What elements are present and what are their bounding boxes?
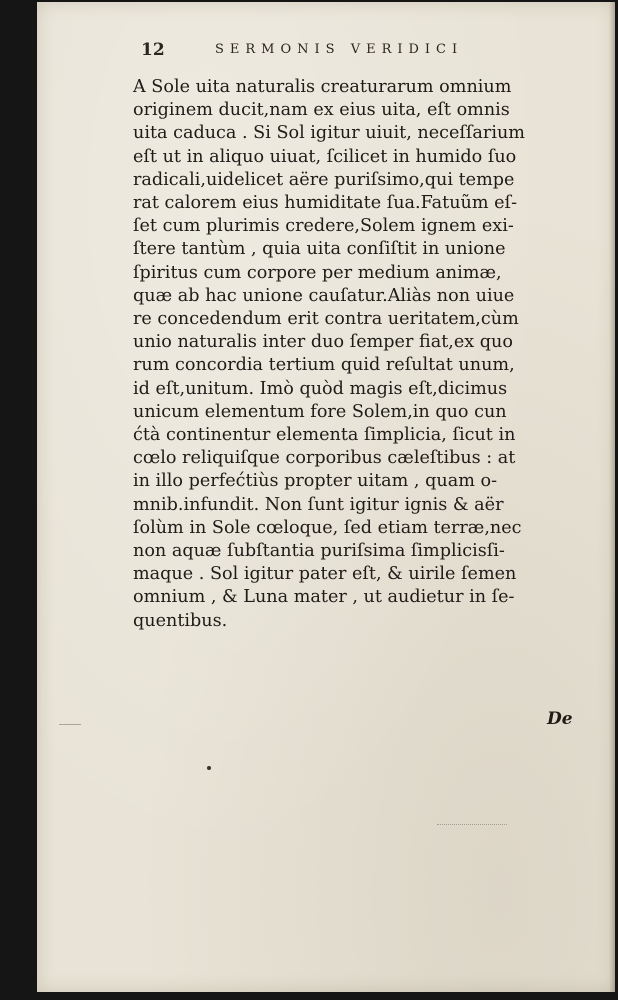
text-line: rat calorem eius humiditate ſua.Fatuũm eſ- bbox=[133, 193, 518, 214]
text-line: id eſt,unitum. Imò quòd magis eſt,dicimus bbox=[133, 378, 508, 399]
text-line: ćtà continentur elementa ſimplicia, ſicut in bbox=[133, 425, 516, 446]
paper-page bbox=[37, 2, 615, 992]
page-number: 12 bbox=[141, 40, 165, 60]
text-line: ſolùm in Sole cœloque, ſed etiam terræ,nec bbox=[133, 517, 522, 538]
text-line: ſpiritus cum corpore per medium animæ, bbox=[133, 262, 502, 283]
text-line: in illo perfećtiùs propter uitam , quam o- bbox=[133, 471, 498, 492]
ink-speck bbox=[207, 766, 211, 770]
text-line: rum concordia tertium quid reſultat unum, bbox=[133, 355, 515, 376]
text-line: re concedendum erit contra ueritatem,cùm bbox=[133, 309, 519, 330]
text-line: uita caduca . Si Sol igitur uiuit, neceſſarium bbox=[133, 123, 525, 144]
text-line: eſt ut in aliquo uiuat, ſcilicet in humido ſuo bbox=[133, 146, 517, 167]
text-line: originem ducit,nam ex eius uita, eſt omnis bbox=[133, 100, 510, 121]
page-header bbox=[37, 40, 615, 64]
text-line: quæ ab hac unione cauſatur.Aliàs non uiue bbox=[133, 285, 515, 306]
text-line: non aquæ ſubſtantia puriſsima ſimplicisſi- bbox=[133, 541, 505, 562]
page-edge-shadow bbox=[609, 2, 615, 992]
body-text bbox=[133, 76, 609, 633]
text-line: maque . Sol igitur pater eſt, & uirile ſemen bbox=[133, 564, 517, 585]
catchword: De bbox=[547, 709, 573, 729]
paper-blemish bbox=[437, 824, 507, 826]
text-line: unio naturalis inter duo ſemper fiat,ex quo bbox=[133, 332, 513, 353]
margin-mark bbox=[59, 724, 81, 725]
running-head: SERMONIS VERIDICI bbox=[215, 42, 464, 57]
text-line: ſet cum plurimis credere,Solem ignem exi- bbox=[133, 216, 514, 237]
text-line: quentibus. bbox=[133, 610, 228, 631]
text-line: mnib.infundit. Non ſunt igitur ignis & aër bbox=[133, 494, 504, 515]
text-line: unicum elementum fore Solem,in quo cun bbox=[133, 401, 507, 422]
text-line: radicali,uidelicet aëre puriſsimo,qui tempe bbox=[133, 169, 515, 190]
text-line: A Sole uita naturalis creaturarum omnium bbox=[133, 77, 512, 97]
text-line: cœlo reliquiſque corporibus cæleſtibus : at bbox=[133, 448, 516, 469]
text-line: ſtere tantùm , quia uita conſiſtit in unione bbox=[133, 239, 506, 260]
text-line: omnium , & Luna mater , ut audietur in ſe- bbox=[133, 587, 515, 608]
